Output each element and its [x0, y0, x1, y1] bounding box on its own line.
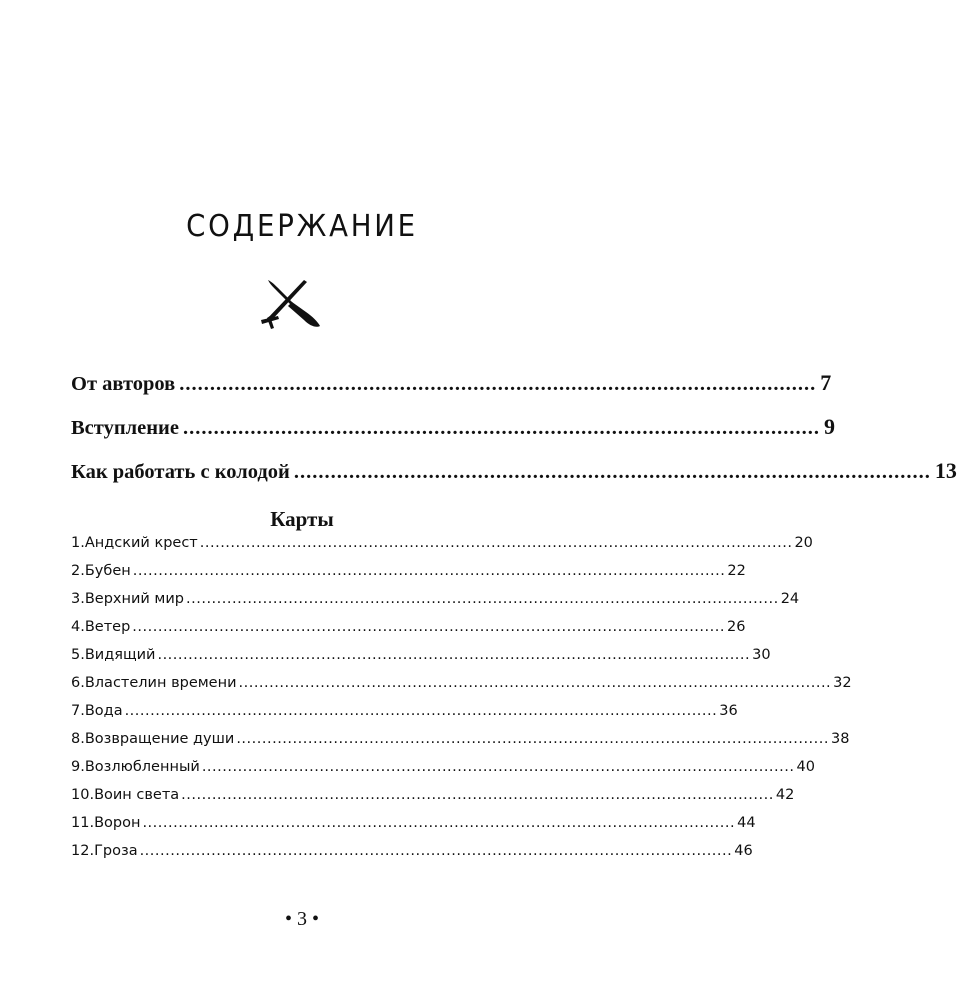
card-entry[interactable] [71, 731, 850, 759]
card-entry-page: 36 [719, 703, 738, 719]
crossed-sticks-icon [258, 276, 322, 332]
leader-dots: ........................................................................................................ [179, 373, 817, 395]
leader-dots: .................................................................................................................... [132, 563, 726, 579]
leader-dots: .................................................................................................................... [236, 731, 829, 747]
card-entry-number: 10. [71, 787, 95, 803]
card-entry[interactable] [71, 675, 852, 703]
card-entry-page: 38 [831, 731, 850, 747]
card-entry-page: 46 [734, 843, 753, 859]
card-entry-page: 40 [796, 759, 815, 775]
main-toc [71, 370, 957, 502]
toc-entry-page: 7 [820, 370, 832, 395]
card-entry-number: 11. [71, 815, 95, 831]
leader-dots: .................................................................................................................... [157, 647, 751, 663]
card-entry-number: 9. [71, 759, 85, 775]
card-entry-page: 32 [833, 675, 852, 691]
card-entry-number: 12. [71, 843, 95, 859]
card-entry-label: Бубен [84, 563, 131, 579]
toc-entry[interactable] [71, 414, 835, 458]
leader-dots: .................................................................................................................... [124, 703, 718, 719]
card-entry-label: Андский крест [84, 535, 198, 551]
toc-entry[interactable] [71, 458, 957, 502]
leader-dots: .................................................................................................................... [186, 591, 779, 607]
leader-dots: .................................................................................................................... [199, 535, 793, 551]
leader-dots: ........................................................................................................ [182, 417, 820, 439]
card-entry-page: 24 [780, 591, 800, 607]
leader-dots: ........................................................................................................ [293, 461, 931, 483]
card-entry[interactable] [71, 647, 771, 675]
leader-dots: .................................................................................................................... [142, 815, 736, 831]
toc-entry-page: 13 [934, 458, 957, 483]
card-entry-page: 22 [727, 563, 746, 579]
card-entry-label: Ворон [94, 815, 141, 831]
card-entry[interactable] [71, 563, 746, 591]
section-title-cards: Карты [270, 507, 334, 531]
leader-dots: .................................................................................................................... [139, 843, 733, 859]
card-entry[interactable] [71, 591, 800, 619]
card-entry-page: 30 [752, 647, 771, 663]
card-entry-page: 26 [726, 619, 746, 635]
card-entry[interactable] [71, 703, 738, 731]
card-entry-label: Возвращение души [84, 731, 235, 747]
card-entry-label: Верхний мир [84, 591, 185, 607]
card-entry-number: 8. [71, 731, 85, 747]
card-entry[interactable] [71, 535, 813, 563]
card-entry[interactable] [71, 815, 756, 843]
card-entry-number: 2. [71, 563, 85, 579]
card-entry-label: Возлюбленный [84, 759, 200, 775]
card-entry-number: 5. [71, 647, 85, 663]
card-entry-page: 20 [794, 535, 813, 551]
card-entry-page: 44 [737, 815, 756, 831]
card-entry-label: Ветер [84, 619, 131, 635]
card-entry[interactable] [71, 787, 795, 815]
page-title: СОДЕРЖАНИЕ [186, 209, 418, 244]
page-number: • 3 • [284, 908, 319, 930]
card-entry-number: 3. [71, 591, 85, 607]
card-entry-number: 6. [71, 675, 85, 691]
toc-entry[interactable] [71, 370, 832, 414]
cards-toc [71, 535, 852, 871]
card-entry-page: 42 [775, 787, 795, 803]
card-entry-number: 4. [71, 619, 85, 635]
card-entry[interactable] [71, 619, 746, 647]
leader-dots: .................................................................................................................... [132, 619, 725, 635]
leader-dots: .................................................................................................................... [181, 787, 774, 803]
card-entry-label: Воин света [94, 787, 180, 803]
toc-entry-label: Как работать с колодой [71, 461, 290, 483]
card-entry[interactable] [71, 843, 753, 871]
toc-entry-label: От авторов [71, 373, 176, 395]
toc-entry-page: 9 [823, 414, 835, 439]
card-entry[interactable] [71, 759, 815, 787]
card-entry-label: Властелин времени [84, 675, 237, 691]
leader-dots: .................................................................................................................... [238, 675, 832, 691]
card-entry-label: Вода [84, 703, 123, 719]
card-entry-label: Гроза [94, 843, 138, 859]
toc-entry-label: Вступление [71, 417, 179, 439]
card-entry-number: 7. [71, 703, 85, 719]
card-entry-label: Видящий [84, 647, 156, 663]
leader-dots: .................................................................................................................... [201, 759, 795, 775]
card-entry-number: 1. [71, 535, 85, 551]
